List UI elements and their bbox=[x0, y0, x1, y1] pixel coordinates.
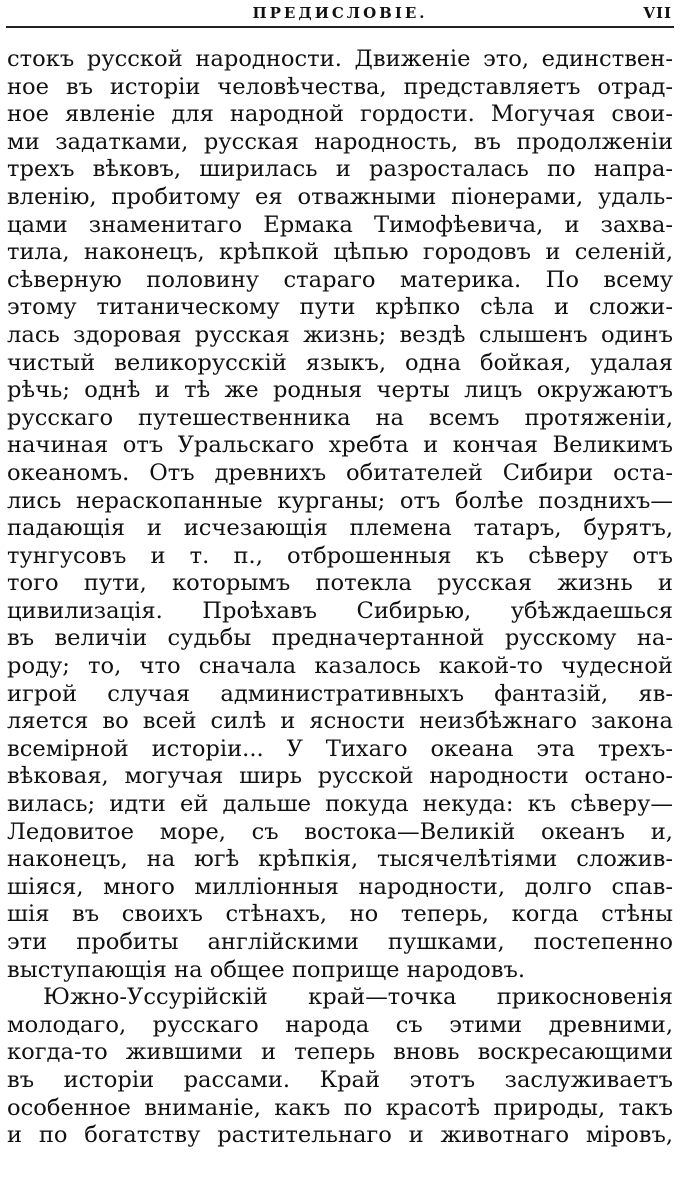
text-line: тила, наконецъ, крѣпкой цѣпью городовъ и селеній, bbox=[7, 239, 673, 266]
text-line: падающія и исчезающія племена татаръ, бурятъ, bbox=[7, 515, 673, 542]
text-line: сѣверную половину стараго материка. По всему bbox=[7, 266, 673, 293]
text-line: лась здоровая русская жизнь; вездѣ слышенъ одинъ bbox=[7, 321, 673, 348]
body-text bbox=[7, 46, 673, 1150]
text-line: вилась; идти ей дальше покуда некуда: къ сѣверу— bbox=[7, 791, 673, 818]
text-line: цивилизація. Проѣхавъ Сибирью, убѣждаешься bbox=[7, 597, 673, 624]
text-line: эти пробиты англійскими пушками, постепенно bbox=[7, 929, 673, 955]
text-line: этому титаническому пути крѣпко сѣла и сложи- bbox=[7, 294, 673, 321]
text-line: тунгусовъ и т. п., отброшенныя къ сѣверу отъ bbox=[7, 542, 673, 569]
text-line: чистый великорусскій языкъ, одна бойкая, удалая bbox=[7, 349, 673, 376]
text-line: рѣчь; однѣ и тѣ же родныя черты лицъ окружаютъ bbox=[7, 377, 673, 404]
text-line: наконецъ, на югѣ крѣпкія, тысячелѣтіями сложив- bbox=[7, 846, 673, 873]
text-line: шіяся, много милліонныя народности, долго спав- bbox=[7, 873, 673, 900]
text-line: молодаго, русскаго народа съ этими древними, bbox=[7, 1011, 673, 1038]
text-line: выступающія на общее поприще народовъ. bbox=[7, 956, 526, 983]
text-line: того пути, которымъ потекла русская жизнь и bbox=[7, 570, 673, 597]
text-line: въ величіи судьбы предначертанной русскому на- bbox=[7, 625, 673, 652]
text-line: особенное вниманіе, какъ по красотѣ природы, такъ bbox=[7, 1094, 673, 1121]
text-line: цами знаменитаго Ермака Тимофѣевича, и захва- bbox=[7, 211, 673, 238]
text-line: шія въ своихъ стѣнахъ, но теперь, когда стѣны bbox=[7, 901, 673, 928]
text-line: когда-то жившими и теперь вновь воскресающими bbox=[7, 1039, 673, 1066]
running-head bbox=[6, 0, 674, 28]
text-line: игрой случая административныхъ фантазій, яв- bbox=[7, 680, 673, 707]
text-line: ное явленіе для народной гордости. Могучая свои- bbox=[7, 101, 673, 128]
text-line: вленію, пробитому ея отважными піонерами, удаль- bbox=[7, 183, 673, 210]
text-line: ное въ исторіи человѣчества, представляетъ отрад- bbox=[7, 73, 673, 100]
text-line: стокъ русской народности. Движеніе это, единствен- bbox=[7, 46, 673, 72]
text-line: въ исторіи рассами. Край этотъ заслуживаетъ bbox=[7, 1066, 673, 1093]
text-line: ми задатками, русская народность, въ продолженіи bbox=[7, 128, 673, 155]
text-line: русскаго путешественника на всемъ протяженіи, bbox=[7, 404, 673, 431]
text-line: ляется во всей силѣ и ясности неизбѣжнаго закона bbox=[7, 708, 673, 735]
text-line: океаномъ. Отъ древнихъ обитателей Сибири оста- bbox=[7, 459, 673, 486]
text-line: Ледовитое море, съ востока—Великій океанъ и, bbox=[7, 818, 673, 845]
text-line: и по богатству растительнаго и животнаго міровъ, bbox=[7, 1122, 673, 1149]
text-line: лись нераскопанные курганы; отъ болѣе позднихъ— bbox=[7, 487, 673, 514]
text-line: вѣковая, могучая ширь русской народности остано- bbox=[7, 763, 673, 790]
running-title: ПРЕДИСЛОВІЕ. bbox=[252, 4, 428, 22]
text-line: всемірной исторіи... У Тихаго океана эта трехъ- bbox=[7, 735, 673, 762]
text-line: трехъ вѣковъ, ширилась и разросталась по напра- bbox=[7, 156, 673, 183]
text-line: роду; то, что сначала казалось какой-то чудесной bbox=[7, 653, 673, 680]
text-line: начиная отъ Уральскаго хребта и кончая Великимъ bbox=[7, 432, 673, 459]
text-line: Южно-Уссурійскій край—точка прикосновенія bbox=[43, 984, 673, 1011]
page-number: VII bbox=[643, 4, 672, 22]
